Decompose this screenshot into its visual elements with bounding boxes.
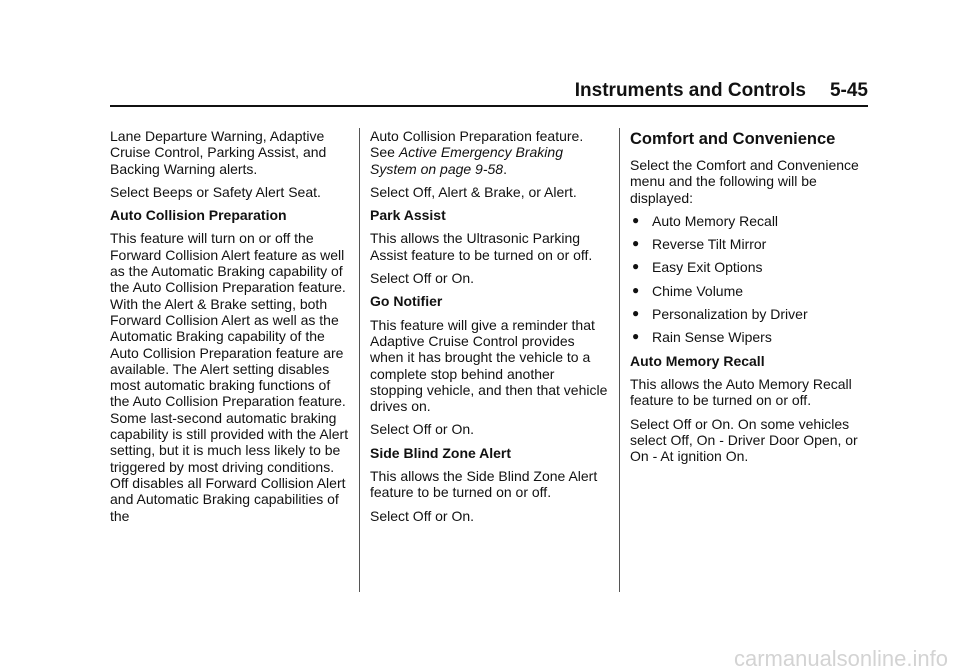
section-heading-comfort-and-convenience: Comfort and Convenience bbox=[630, 130, 836, 148]
see-text: See bbox=[370, 144, 395, 161]
column-3 bbox=[630, 128, 870, 471]
paragraph: This allows the Side Blind Zone Alert feature to be turned on or off. bbox=[370, 468, 598, 501]
bullet-icon: ● bbox=[632, 212, 640, 227]
cross-reference: Active Emergency Braking System on page 9-58 bbox=[370, 144, 563, 177]
bullet-icon: ● bbox=[632, 236, 640, 251]
paragraph: Select Off or On. bbox=[370, 270, 475, 287]
bullet-icon: ● bbox=[632, 306, 640, 321]
header-rule bbox=[110, 105, 868, 107]
subheading-auto-collision-preparation: Auto Collision Preparation bbox=[110, 207, 287, 224]
paragraph: This feature will turn on or off the Forward Collision Alert feature as well as the Automatic Braking capability of the Auto Collision Preparation feature. With the Alert & Brake setting, both Forward Collision Alert as well as the Automatic Braking capability of the Auto Collision Preparation feature are available. The Alert setting disables most automatic braking functions of the Auto Collision Preparation feature. Some last-second automatic braking capability is still provided with the Alert setting, but it is much less likely to be triggered by most driving conditions. Off disables all Forward Collision Alert and Automatic Braking capabilities of the bbox=[110, 230, 349, 524]
list-item-text: Chime Volume bbox=[652, 282, 744, 299]
page-number: 5-45 bbox=[829, 80, 868, 101]
list-item-text: Auto Memory Recall bbox=[652, 212, 779, 229]
paragraph bbox=[370, 128, 610, 177]
menu-items-list bbox=[630, 213, 870, 346]
paragraph: Select the Comfort and Convenience menu and the following will be displayed: bbox=[630, 157, 859, 206]
paragraph: Select Off or On. On some vehicles select Off, On - Driver Door Open, or On - At ignition On. bbox=[630, 415, 858, 465]
page-header bbox=[110, 80, 868, 102]
list-item-text: Personalization by Driver bbox=[652, 306, 808, 323]
subheading-park-assist: Park Assist bbox=[370, 207, 446, 224]
section-title: Instruments and Controls bbox=[574, 80, 806, 101]
list-item bbox=[630, 283, 870, 299]
column-divider bbox=[619, 128, 620, 592]
paragraph: Select Off or On. bbox=[370, 507, 475, 524]
list-item bbox=[630, 259, 870, 275]
paragraph: Select Off or On. bbox=[370, 421, 475, 438]
list-item bbox=[630, 236, 870, 252]
paragraph: Lane Departure Warning, Adaptive Cruise Control, Parking Assist, and Backing Warning alerts. bbox=[110, 128, 327, 177]
bullet-icon: ● bbox=[632, 282, 640, 297]
list-item bbox=[630, 329, 870, 345]
list-item-text: Easy Exit Options bbox=[652, 259, 763, 276]
list-item bbox=[630, 213, 870, 229]
paragraph: This feature will give a reminder that Adaptive Cruise Control provides when it has brought the vehicle to a complete stop behind another stopping vehicle, and then that vehicle drives on. bbox=[370, 316, 608, 415]
bullet-icon: ● bbox=[632, 259, 640, 274]
watermark: carmanualsonline.info bbox=[733, 646, 948, 671]
column-2 bbox=[370, 128, 610, 531]
column-divider bbox=[359, 128, 360, 592]
subheading-go-notifier: Go Notifier bbox=[370, 293, 443, 310]
bullet-icon: ● bbox=[632, 329, 640, 344]
list-item bbox=[630, 306, 870, 322]
paragraph-text: Auto Collision Preparation feature. bbox=[370, 128, 584, 144]
paragraph: This allows the Auto Memory Recall feature to be turned on or off. bbox=[630, 375, 852, 409]
list-item-text: Reverse Tilt Mirror bbox=[652, 236, 767, 253]
paragraph: Select Off, Alert & Brake, or Alert. bbox=[370, 183, 577, 200]
subheading-side-blind-zone-alert: Side Blind Zone Alert bbox=[370, 444, 512, 461]
period: . bbox=[503, 160, 507, 177]
list-item-text: Rain Sense Wipers bbox=[652, 329, 772, 346]
subheading-auto-memory-recall: Auto Memory Recall bbox=[630, 352, 765, 369]
paragraph: This allows the Ultrasonic Parking Assist feature to be turned on or off. bbox=[370, 230, 593, 263]
column-1 bbox=[110, 128, 352, 531]
paragraph: Select Beeps or Safety Alert Seat. bbox=[110, 183, 321, 200]
